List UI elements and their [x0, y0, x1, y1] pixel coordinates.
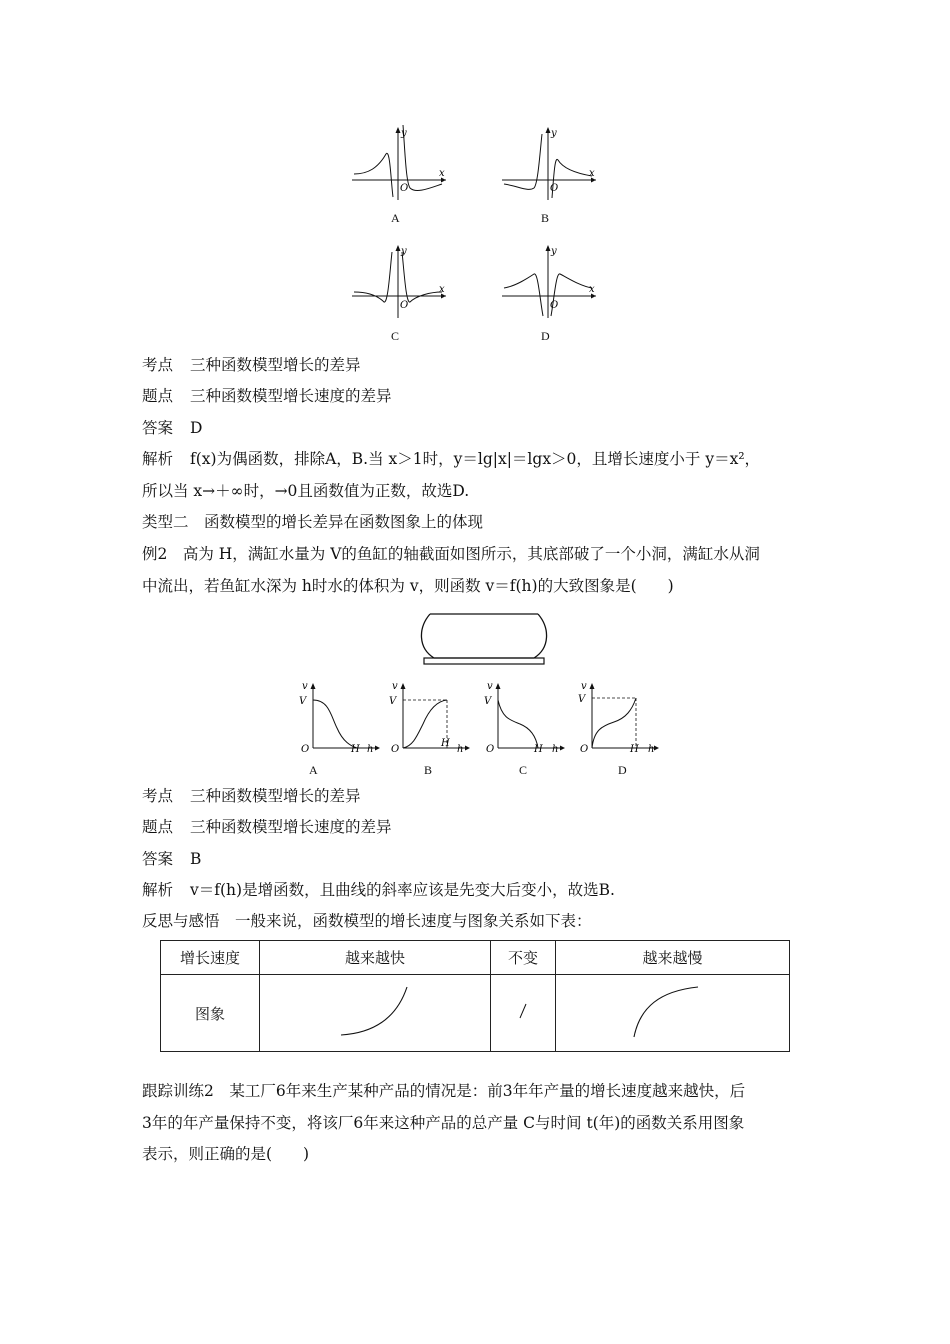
x-axis-label: x: [589, 168, 595, 179]
svg-text:H: H: [534, 744, 543, 755]
caption-d: D: [541, 329, 550, 343]
svg-text:v: v: [302, 681, 308, 692]
type2-heading: 类型二 函数模型的增长差异在函数图象上的体现: [142, 513, 484, 531]
tidian-line: 题点 三种函数模型增长速度的差异: [142, 387, 392, 405]
analysis-line-3: 解析 v＝f(h)是增函数，且曲线的斜率应该是先变大后变小，故选B.: [142, 881, 615, 899]
caption-a: A: [391, 211, 400, 225]
svg-text:h: h: [457, 744, 464, 755]
y-axis-label: y: [401, 246, 407, 257]
y-axis-label: y: [551, 246, 557, 257]
graph-b: [500, 122, 600, 202]
vh-caption-b: B: [424, 763, 433, 777]
graph-c: [350, 240, 450, 320]
table-header: 增长速度: [161, 941, 260, 975]
constant-growth-line: [491, 975, 556, 1052]
table-header: 越来越慢: [556, 941, 790, 975]
vh-caption-a: A: [309, 763, 318, 777]
graph-a: [350, 122, 450, 202]
svg-text:v: v: [487, 681, 493, 692]
followup-line-1: 跟踪训练2 某工厂6年来生产某种产品的情况是：前3年年产量的增长速度越来越快，后: [142, 1082, 746, 1100]
x-axis-label: x: [439, 168, 445, 179]
svg-text:v: v: [581, 681, 587, 692]
slow-growth-curve: [556, 975, 790, 1052]
origin-label: O: [400, 183, 409, 194]
example2-line-1: 例2 高为 H，满缸水量为 V的鱼缸的轴截面如图所示，其底部破了一个小洞，满缸水从洞: [142, 545, 760, 563]
analysis-line: 解析 f(x)为偶函数，排除A，B.当 x＞1时，y＝lg|x|＝lgx＞0，且增长速度小于 y＝x²，: [142, 450, 761, 468]
y-axis-label: y: [551, 128, 557, 139]
svg-text:V: V: [389, 696, 397, 707]
svg-text:h: h: [367, 744, 374, 755]
table-header: 不变: [491, 941, 556, 975]
kaodian-line: 考点 三种函数模型增长的差异: [142, 356, 361, 374]
fast-growth-curve: [260, 975, 491, 1052]
svg-text:v: v: [392, 681, 398, 692]
origin-label: O: [550, 183, 559, 194]
vh-graph-b: [383, 680, 473, 755]
answer-line: 答案 D: [142, 419, 203, 437]
svg-text:O: O: [301, 744, 310, 755]
vh-graph-d: [572, 680, 662, 755]
analysis-line-2: 所以当 x→＋∞时，→0且函数值为正数，故选D.: [142, 482, 470, 500]
svg-text:H: H: [441, 738, 450, 749]
caption-b: B: [541, 211, 550, 225]
vh-graph-c: [478, 680, 568, 755]
svg-text:h: h: [648, 744, 655, 755]
svg-text:h: h: [552, 744, 559, 755]
vh-graph-a: [293, 680, 383, 755]
followup-line-3: 表示，则正确的是( ): [142, 1145, 310, 1163]
x-axis-label: x: [439, 284, 445, 295]
svg-text:H: H: [630, 744, 639, 755]
growth-table: [160, 940, 790, 1052]
kaodian-line-2: 考点 三种函数模型增长的差异: [142, 787, 361, 805]
graph-d: [500, 240, 600, 320]
svg-text:V: V: [299, 696, 307, 707]
tidian-line-2: 题点 三种函数模型增长速度的差异: [142, 818, 392, 836]
svg-text:O: O: [391, 744, 400, 755]
svg-text:O: O: [580, 744, 589, 755]
x-axis-label: x: [589, 284, 595, 295]
table-header: 越来越快: [260, 941, 491, 975]
y-axis-label: y: [401, 128, 407, 139]
example2-line-2: 中流出，若鱼缸水深为 h时水的体积为 v，则函数 v＝f(h)的大致图象是( ): [142, 577, 674, 595]
origin-label: O: [400, 300, 409, 311]
svg-text:V: V: [484, 696, 492, 707]
svg-text:V: V: [578, 694, 586, 705]
caption-c: C: [391, 329, 400, 343]
vh-caption-d: D: [618, 763, 627, 777]
followup-line-2: 3年的年产量保持不变，将该厂6年来这种产品的总产量 C与时间 t(年)的函数关系用图象: [142, 1114, 745, 1132]
table-row-label: 图象: [161, 975, 260, 1052]
vh-caption-c: C: [519, 763, 528, 777]
svg-text:H: H: [351, 744, 360, 755]
origin-label: O: [550, 300, 559, 311]
fish-tank-diagram: [416, 606, 552, 670]
reflection-line: 反思与感悟 一般来说，函数模型的增长速度与图象关系如下表：: [142, 912, 592, 930]
answer-line-2: 答案 B: [142, 850, 202, 868]
svg-text:O: O: [486, 744, 495, 755]
